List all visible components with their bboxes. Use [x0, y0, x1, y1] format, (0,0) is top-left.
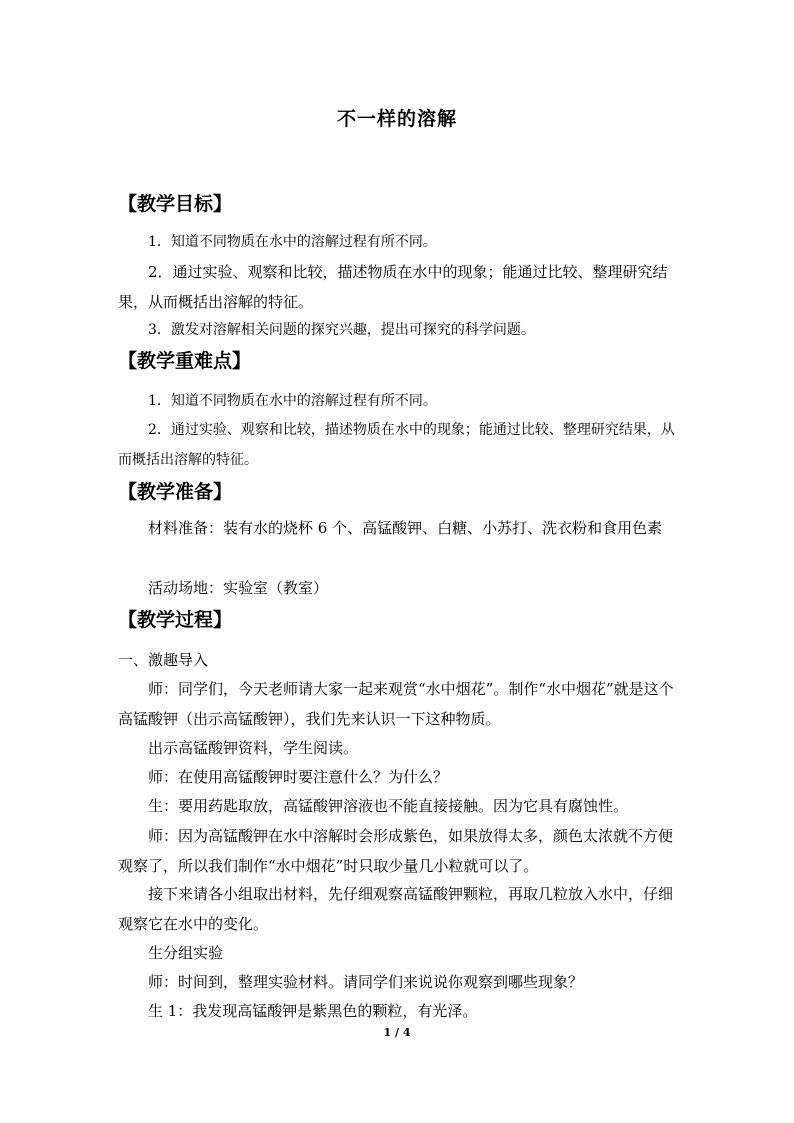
- process-item-2: 出示高锰酸钾资料，学生阅读。: [148, 739, 359, 757]
- prep-item-materials: 材料准备：装有水的烧杯 6 个、高锰酸钾、白糖、小苏打、洗衣粉和食用色素: [148, 519, 663, 537]
- goal-item-1: 1．知道不同物质在水中的溶解过程有所不同。: [148, 234, 437, 250]
- process-item-9: 生 1：我发现高锰酸钾是紫黑色的颗粒，有光泽。: [148, 1002, 478, 1020]
- process-item-7: 生分组实验: [148, 944, 224, 962]
- goal-item-2: 2．通过实验、观察和比较，描述物质在水中的现象；能通过比较、整理研究结果，从而概括出溶解的特征。: [118, 263, 668, 311]
- process-item-8: 师：时间到，整理实验材料。请同学们来说说你观察到哪些现象？: [148, 973, 584, 991]
- prep-item-venue: 活动场地：实验室（教室）: [148, 579, 329, 597]
- section-heading-prep: 【教学准备】: [118, 481, 233, 503]
- section-heading-key-points: 【教学重难点】: [118, 350, 252, 372]
- process-item-5: 师：因为高锰酸钾在水中溶解时会形成紫色，如果放得太多，颜色太浓就不方便观察了，所以我们制作“水中烟花”时只取少量几小粒就可以了。: [118, 827, 674, 875]
- page-number: 1 / 4: [383, 1026, 411, 1039]
- process-item-6: 接下来请各小组取出材料，先仔细观察高锰酸钾颗粒，再取几粒放入水中，仔细观察它在水中的变化。: [118, 885, 674, 933]
- key-point-item-2: 2．通过实验、观察和比较，描述物质在水中的现象；能通过比较、整理研究结果，从而概括出溶解的特征。: [118, 422, 675, 468]
- process-item-4: 生：要用药匙取放，高锰酸钾溶液也不能直接接触。因为它具有腐蚀性。: [148, 797, 629, 815]
- key-point-item-1: 1．知道不同物质在水中的溶解过程有所不同。: [148, 393, 437, 409]
- section-heading-goals: 【教学目标】: [118, 193, 233, 215]
- process-item-3: 师：在使用高锰酸钾时要注意什么？为什么？: [148, 768, 449, 786]
- goal-item-3: 3．激发对溶解相关问题的探究兴趣，提出可探究的科学问题。: [148, 322, 535, 338]
- process-item-1: 师：同学们，今天老师请大家一起来观赏“水中烟花”。制作“水中烟花”就是这个高锰酸钾（出示高锰酸钾），我们先来认识一下这种物质。: [118, 680, 674, 728]
- section-heading-process: 【教学过程】: [118, 609, 233, 631]
- document-title: 不一样的溶解: [336, 108, 457, 130]
- process-subheading: 一、激趣导入: [118, 651, 209, 669]
